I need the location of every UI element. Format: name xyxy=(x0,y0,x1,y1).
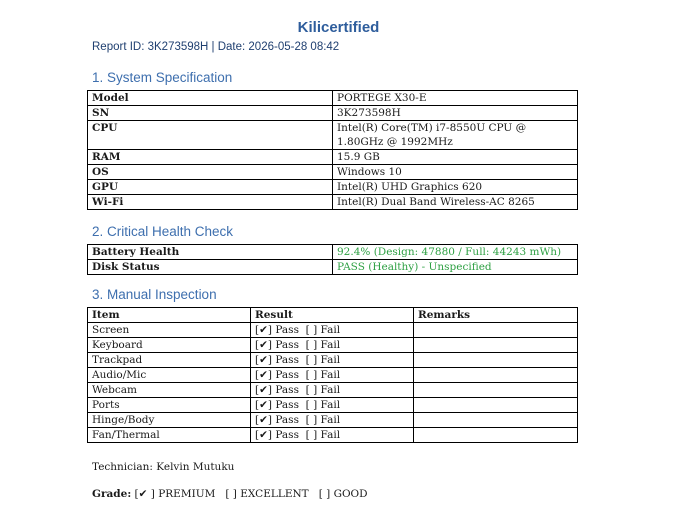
inspection-item: Trackpad xyxy=(88,353,251,368)
inspection-remarks xyxy=(414,398,578,413)
system-spec-table xyxy=(87,90,578,210)
report-id-date: Report ID: 3K273598H | Date: 2026-05-28 08:42 xyxy=(92,41,340,53)
spec-row xyxy=(88,106,578,121)
inspection-remarks xyxy=(414,413,578,428)
spec-value: Intel(R) UHD Graphics 620 xyxy=(333,180,578,195)
health-label: Battery Health xyxy=(88,245,333,260)
spec-label: OS xyxy=(88,165,333,180)
column-header-result: Result xyxy=(251,308,414,323)
inspection-item: Hinge/Body xyxy=(88,413,251,428)
inspection-result: [✔] Pass [ ] Fail xyxy=(251,383,414,398)
section-heading-system: 1. System Specification xyxy=(92,70,233,85)
inspection-remarks xyxy=(414,428,578,443)
spec-value: Intel(R) Dual Band Wireless-AC 8265 xyxy=(333,195,578,210)
inspection-row xyxy=(88,368,578,383)
inspection-remarks xyxy=(414,338,578,353)
spec-row xyxy=(88,180,578,195)
inspection-row xyxy=(88,353,578,368)
health-value: 92.4% (Design: 47880 / Full: 44243 mWh) xyxy=(333,245,578,260)
spec-value: 3K273598H xyxy=(333,106,578,121)
spec-value: PORTEGE X30-E xyxy=(333,91,578,106)
inspection-item: Audio/Mic xyxy=(88,368,251,383)
spec-row xyxy=(88,91,578,106)
inspection-remarks xyxy=(414,368,578,383)
inspection-result: [✔] Pass [ ] Fail xyxy=(251,413,414,428)
section-heading-health: 2. Critical Health Check xyxy=(92,224,234,239)
inspection-result: [✔] Pass [ ] Fail xyxy=(251,323,414,338)
spec-row xyxy=(88,150,578,165)
grade-options: [✔ ] PREMIUM [ ] EXCELLENT [ ] GOOD xyxy=(134,488,368,500)
inspection-remarks xyxy=(414,353,578,368)
inspection-row xyxy=(88,383,578,398)
inspection-result: [✔] Pass [ ] Fail xyxy=(251,398,414,413)
inspection-result: [✔] Pass [ ] Fail xyxy=(251,368,414,383)
inspection-item: Webcam xyxy=(88,383,251,398)
inspection-remarks xyxy=(414,323,578,338)
health-check-table xyxy=(87,244,578,275)
inspection-row xyxy=(88,428,578,443)
manual-header-row xyxy=(88,308,578,323)
column-header-item: Item xyxy=(88,308,251,323)
grade-line xyxy=(92,488,368,500)
inspection-row xyxy=(88,398,578,413)
inspection-item: Fan/Thermal xyxy=(88,428,251,443)
inspection-item: Ports xyxy=(88,398,251,413)
spec-row xyxy=(88,195,578,210)
spec-label: RAM xyxy=(88,150,333,165)
inspection-item: Keyboard xyxy=(88,338,251,353)
inspection-result: [✔] Pass [ ] Fail xyxy=(251,338,414,353)
inspection-remarks xyxy=(414,383,578,398)
spec-label: CPU xyxy=(88,121,333,150)
inspection-result: [✔] Pass [ ] Fail xyxy=(251,428,414,443)
spec-row xyxy=(88,165,578,180)
spec-value: 15.9 GB xyxy=(333,150,578,165)
health-row xyxy=(88,245,578,260)
spec-label: Wi-Fi xyxy=(88,195,333,210)
health-value: PASS (Healthy) - Unspecified xyxy=(333,260,578,275)
spec-row xyxy=(88,121,578,150)
inspection-item: Screen xyxy=(88,323,251,338)
spec-label: GPU xyxy=(88,180,333,195)
inspection-row xyxy=(88,323,578,338)
section-heading-manual: 3. Manual Inspection xyxy=(92,287,217,302)
spec-value: Intel(R) Core(TM) i7-8550U CPU @ 1.80GHz @ 1992MHz xyxy=(333,121,578,150)
spec-value: Windows 10 xyxy=(333,165,578,180)
health-row xyxy=(88,260,578,275)
technician-line: Technician: Kelvin Mutuku xyxy=(92,461,235,473)
inspection-result: [✔] Pass [ ] Fail xyxy=(251,353,414,368)
manual-inspection-table xyxy=(87,307,578,443)
grade-label: Grade: xyxy=(92,488,132,500)
inspection-row xyxy=(88,413,578,428)
spec-label: SN xyxy=(88,106,333,121)
inspection-row xyxy=(88,338,578,353)
report-title: Kilicertified xyxy=(297,19,380,36)
spec-label: Model xyxy=(88,91,333,106)
column-header-remarks: Remarks xyxy=(414,308,578,323)
health-label: Disk Status xyxy=(88,260,333,275)
